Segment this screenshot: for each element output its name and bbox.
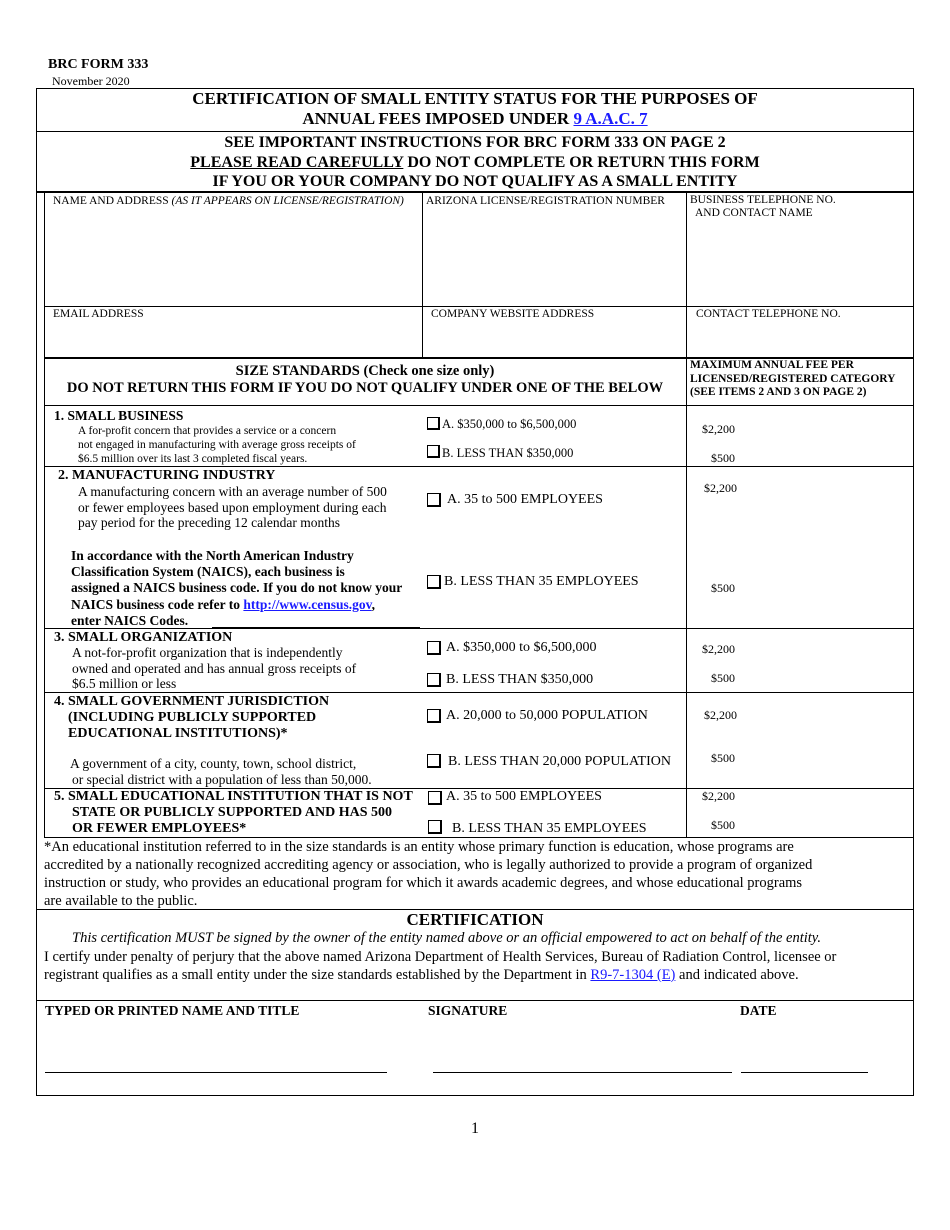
contact-phone-field[interactable] bbox=[686, 322, 913, 358]
date-label: DATE bbox=[740, 1003, 777, 1018]
website-field[interactable] bbox=[422, 322, 686, 358]
date-field[interactable] bbox=[741, 1072, 868, 1073]
name-address-field[interactable] bbox=[44, 208, 422, 306]
category-2-description: A manufacturing concern with an average number of 500 or fewer employees based upon employment during each pay period for the preceding 12 calendar months bbox=[78, 484, 387, 530]
naics-instructions: In accordance with the North American Industry Classification System (NAICS), each business is assigned a NAICS business code. If you do not know your NAICS business code refer to http://www.census.gov, enter NAICS Codes. bbox=[71, 548, 403, 628]
category-5a-fee: $2,200 bbox=[702, 789, 735, 803]
category-2a-label: A. 35 to 500 EMPLOYEES bbox=[447, 492, 603, 507]
rule-link[interactable]: R9-7-1304 (E) bbox=[590, 967, 676, 983]
category-4b-label: B. LESS THAN 20,000 POPULATION bbox=[448, 754, 671, 769]
category-2-title: 2. MANUFACTURING INDUSTRY bbox=[58, 468, 276, 483]
category-4a-checkbox[interactable] bbox=[427, 709, 441, 723]
census-link[interactable]: http://www.census.gov bbox=[243, 596, 372, 612]
category-4a-label: A. 20,000 to 50,000 POPULATION bbox=[446, 708, 648, 723]
contact-phone-label: CONTACT TELEPHONE NO. bbox=[696, 308, 841, 320]
category-1-title: 1. SMALL BUSINESS bbox=[54, 408, 184, 423]
license-label: ARIZONA LICENSE/REGISTRATION NUMBER bbox=[426, 195, 665, 207]
category-1a-checkbox[interactable] bbox=[427, 417, 440, 430]
instructions: SEE IMPORTANT INSTRUCTIONS FOR BRC FORM 333 ON PAGE 2 PLEASE READ CAREFULLY DO NOT COMPLETE OR RETURN THIS FORM IF YOU OR YOUR COMPANY DO NOT QUALIFY AS A SMALL ENTITY bbox=[190, 134, 760, 190]
category-3-description: A not-for-profit organization that is independently owned and operated and has annual gross receipts of $6.5 million or less bbox=[72, 645, 357, 691]
category-1-description: A for-profit concern that provides a service or a concern not engaged in manufacturing with average gross receipts of $6.5 million over its last 3 completed fiscal years. bbox=[78, 425, 356, 465]
printed-name-label: TYPED OR PRINTED NAME AND TITLE bbox=[45, 1003, 300, 1018]
category-4a-fee: $2,200 bbox=[704, 708, 737, 722]
category-5-title: 5. SMALL EDUCATIONAL INSTITUTION THAT IS NOT STATE OR PUBLICLY SUPPORTED AND HAS 500 OR FEWER EMPLOYEES* bbox=[54, 789, 413, 836]
form-title: CERTIFICATION OF SMALL ENTITY STATUS FOR THE PURPOSES OF ANNUAL FEES IMPOSED UNDER 9 A.A.C. 7 bbox=[192, 89, 758, 128]
category-1b-fee: $500 bbox=[711, 451, 735, 465]
aac-link[interactable]: 9 A.A.C. 7 bbox=[573, 109, 648, 128]
signature-field[interactable] bbox=[433, 1072, 732, 1073]
category-3a-checkbox[interactable] bbox=[427, 641, 441, 655]
category-5a-checkbox[interactable] bbox=[428, 791, 442, 805]
name-address-label: NAME AND ADDRESS (AS IT APPEARS ON LICENSE/REGISTRATION) bbox=[53, 195, 404, 207]
category-3b-checkbox[interactable] bbox=[427, 673, 441, 687]
category-5b-checkbox[interactable] bbox=[428, 820, 442, 834]
category-2b-fee: $500 bbox=[711, 581, 735, 595]
category-5b-fee: $500 bbox=[711, 818, 735, 832]
category-2a-checkbox[interactable] bbox=[427, 493, 441, 507]
license-number-field[interactable] bbox=[422, 208, 686, 306]
category-4-title: 4. SMALL GOVERNMENT JURISDICTION (INCLUDING PUBLICLY SUPPORTED EDUCATIONAL INSTITUTIONS)* bbox=[54, 694, 330, 741]
category-1a-fee: $2,200 bbox=[702, 422, 735, 436]
form-date: November 2020 bbox=[52, 74, 130, 88]
signature-label: SIGNATURE bbox=[428, 1003, 508, 1018]
category-1a-label: A. $350,000 to $6,500,000 bbox=[442, 417, 577, 431]
category-2b-checkbox[interactable] bbox=[427, 575, 441, 589]
category-2b-label: B. LESS THAN 35 EMPLOYEES bbox=[444, 574, 639, 589]
category-3a-fee: $2,200 bbox=[702, 642, 735, 656]
certification-heading: CERTIFICATION bbox=[406, 910, 544, 929]
category-3a-label: A. $350,000 to $6,500,000 bbox=[446, 640, 597, 655]
certification-note: This certification MUST be signed by the owner of the entity named above or an official empowered to act on behalf of the entity. bbox=[72, 930, 822, 946]
page-number: 1 bbox=[471, 1120, 479, 1137]
business-phone-label: BUSINESS TELEPHONE NO. AND CONTACT NAME bbox=[690, 194, 836, 219]
printed-name-field[interactable] bbox=[45, 1072, 387, 1073]
website-label: COMPANY WEBSITE ADDRESS bbox=[431, 308, 595, 320]
certification-statement: I certify under penalty of perjury that the above named Arizona Department of Health Services, Bureau of Radiation Control, licensee or registrant qualifies as a small entity under the size standards established by the Department in R9-7-1304 (E) and indicated above. bbox=[44, 949, 837, 983]
category-1b-label: B. LESS THAN $350,000 bbox=[442, 446, 574, 460]
size-standards-heading: SIZE STANDARDS (Check one size only) DO NOT RETURN THIS FORM IF YOU DO NOT QUALIFY UNDER ONE OF THE BELOW bbox=[66, 363, 664, 396]
email-field[interactable] bbox=[44, 322, 422, 358]
category-1b-checkbox[interactable] bbox=[427, 445, 440, 458]
category-3b-label: B. LESS THAN $350,000 bbox=[446, 672, 594, 687]
category-5a-label: A. 35 to 500 EMPLOYEES bbox=[446, 789, 602, 804]
business-phone-field[interactable] bbox=[686, 222, 913, 306]
max-fee-heading: MAXIMUM ANNUAL FEE PER LICENSED/REGISTERED CATEGORY (SEE ITEMS 2 AND 3 ON PAGE 2) bbox=[690, 359, 896, 398]
educational-institution-footnote: *An educational institution referred to in the size standards is an entity whose primary function is education, whose programs are accredited by a nationally recognized accrediting agency or association, who is legally authorized to provide a program of organized instruction or study, who provides an educational program for which it awards academic degrees, and whose educational programs are available to the public. bbox=[44, 839, 813, 909]
category-4-description: A government of a city, county, town, school district, or special district with a population of less than 50,000. bbox=[70, 756, 372, 787]
category-4b-checkbox[interactable] bbox=[427, 754, 441, 768]
category-2a-fee: $2,200 bbox=[704, 481, 737, 495]
category-5b-label: B. LESS THAN 35 EMPLOYEES bbox=[452, 821, 647, 836]
category-4b-fee: $500 bbox=[711, 751, 735, 765]
email-label: EMAIL ADDRESS bbox=[53, 308, 144, 320]
category-3b-fee: $500 bbox=[711, 671, 735, 685]
category-3-title: 3. SMALL ORGANIZATION bbox=[54, 630, 233, 645]
form-id: BRC FORM 333 bbox=[48, 57, 149, 72]
